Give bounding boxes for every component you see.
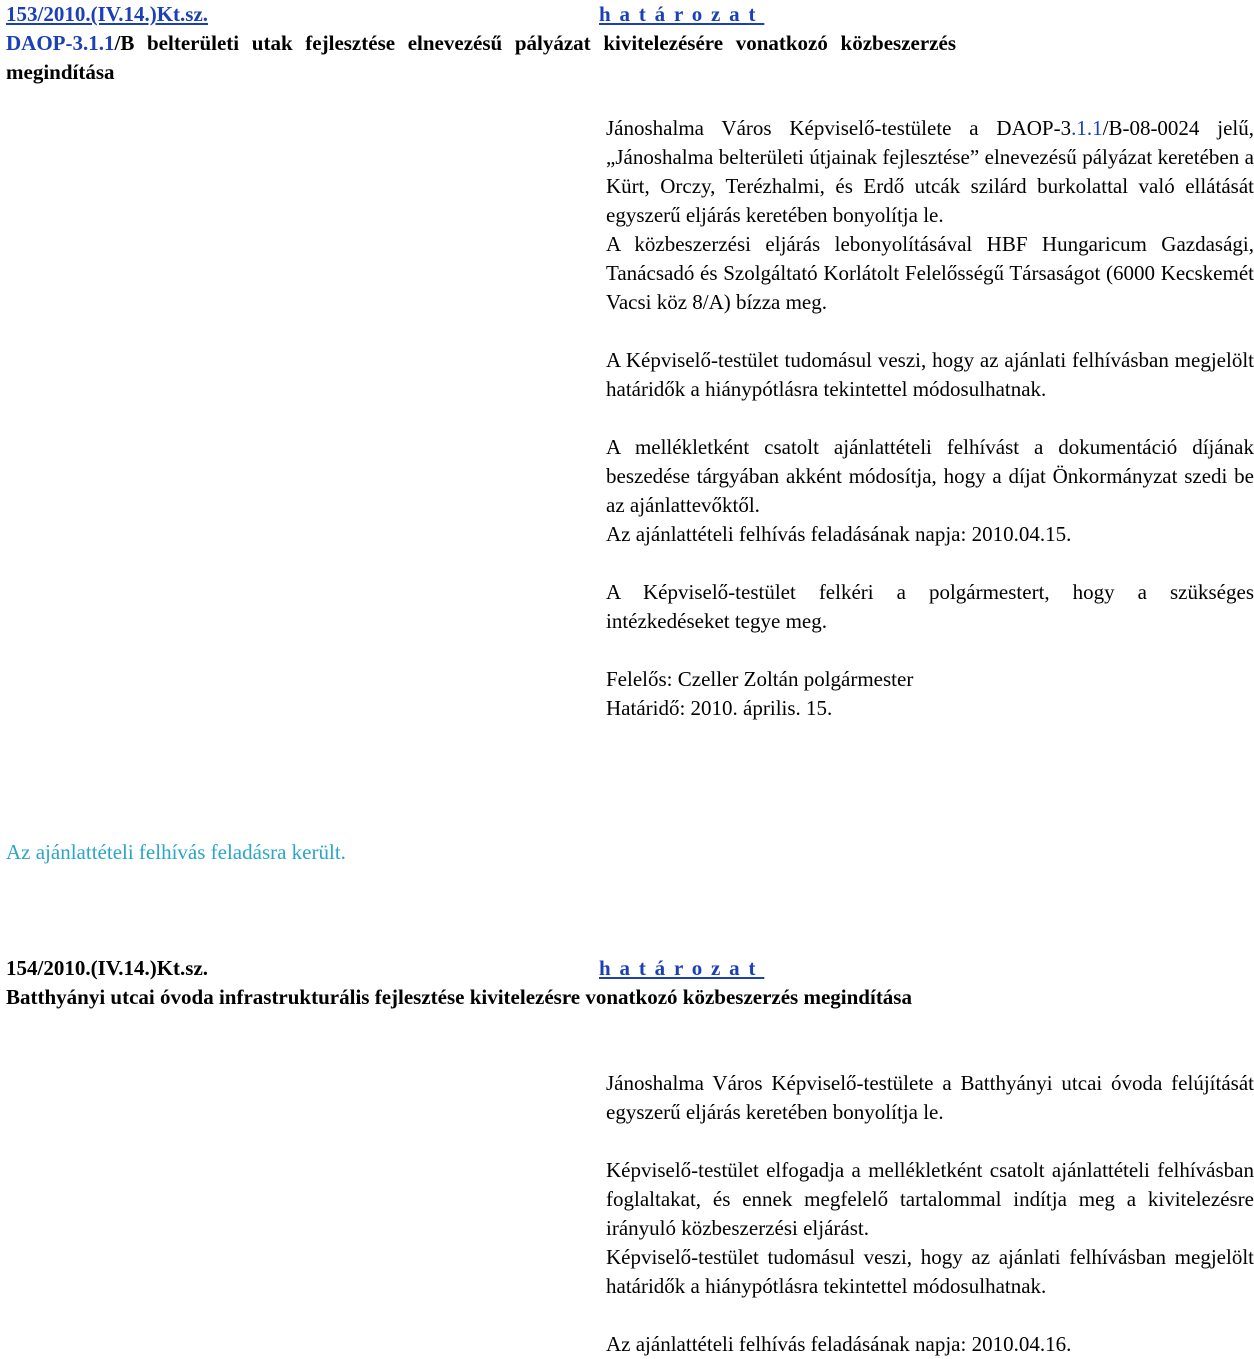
paragraph: A közbeszerzési eljárás lebonyolításával HBF Hungaricum Gazdasági, Tanácsadó és Szolgáltató Korlátolt Felelősségű Társaságot (6000 Kecskemét Vacsi köz 8/A) bízza meg. [606, 232, 1254, 314]
resolution-154-body [606, 1069, 1254, 1359]
paragraph: A Képviselő-testület felkéri a polgármestert, hogy a szükséges intézkedéseket tegye meg. [606, 580, 1254, 633]
paragraph: Az ajánlattételi felhívás feladásának napja: 2010.04.15. [606, 522, 1072, 546]
title-text: /B belterületi utak fejlesztése elnevezésű pályázat kivitelezésére vonatkozó közbeszerzés megindítása [6, 31, 956, 84]
resolution-title: Batthyányi utcai óvoda infrastrukturális fejlesztése kivitelezésre vonatkozó közbeszerzés megindítása [6, 985, 912, 1009]
resolution-word-link[interactable]: határozat [599, 956, 765, 980]
resolution-154 [6, 954, 956, 1012]
resolution-number-link[interactable]: 153/2010.(IV.14.)Kt.sz. [6, 2, 209, 26]
resolution-153 [6, 0, 956, 87]
paragraph: Képviselő-testület elfogadja a mellékletként csatolt ajánlattételi felhívásban foglaltakat, és ennek megfelelő tartalommal indítja meg a kivitelezésre irányuló közbeszerzési eljárást. [606, 1158, 1254, 1240]
resolution-153-body [606, 114, 1254, 723]
resolution-number: 154/2010.(IV.14.)Kt.sz. [6, 956, 209, 980]
resolution-header [6, 954, 956, 983]
paragraph: Jánoshalma Város Képviselő-testülete a Batthyányi utcai óvoda felújítását egyszerű eljárás keretében bonyolítja le. [606, 1071, 1254, 1124]
paragraph: Képviselő-testület tudomásul veszi, hogy az ajánlati felhívásban megjelölt határidők a hiánypótlásra tekintettel módosulhatnak. [606, 1245, 1254, 1298]
inline-link[interactable]: .1.1 [1071, 116, 1103, 140]
paragraph: A mellékletként csatolt ajánlattételi felhívást a dokumentáció díjának beszedése tárgyában akként módosítja, hogy a díjat Önkormányzat szedi be az ajánlattevőktől. [606, 435, 1254, 517]
responsible-line: Felelős: Czeller Zoltán polgármester [606, 667, 914, 691]
paragraph-text: /B-08-0024 jelű, „Jánoshalma belterületi útjainak fejlesztése” elnevezésű pályázat keretében a Kürt, Orczy, Terézhalmi, és Erdő utcák szilárd burkolattal való ellátását egyszerű eljárás keretében bonyolítja le. [606, 116, 1254, 227]
resolution-word-link[interactable]: határozat [599, 2, 765, 26]
resolution-title [6, 29, 956, 87]
title-link[interactable]: DAOP-3.1.1 [6, 31, 115, 55]
paragraph: A Képviselő-testület tudomásul veszi, hogy az ajánlati felhívásban megjelölt határidők a hiánypótlásra tekintettel módosulhatnak. [606, 348, 1254, 401]
paragraph: Az ajánlattételi felhívás feladásának napja: 2010.04.16. [606, 1332, 1072, 1356]
deadline-line: Határidő: 2010. április. 15. [606, 696, 833, 720]
paragraph [606, 114, 1254, 230]
resolution-header [6, 0, 956, 29]
notice-text: Az ajánlattételi felhívás feladásra került. [6, 840, 346, 864]
paragraph-text: Jánoshalma Város Képviselő-testülete a DAOP-3 [606, 116, 1072, 140]
